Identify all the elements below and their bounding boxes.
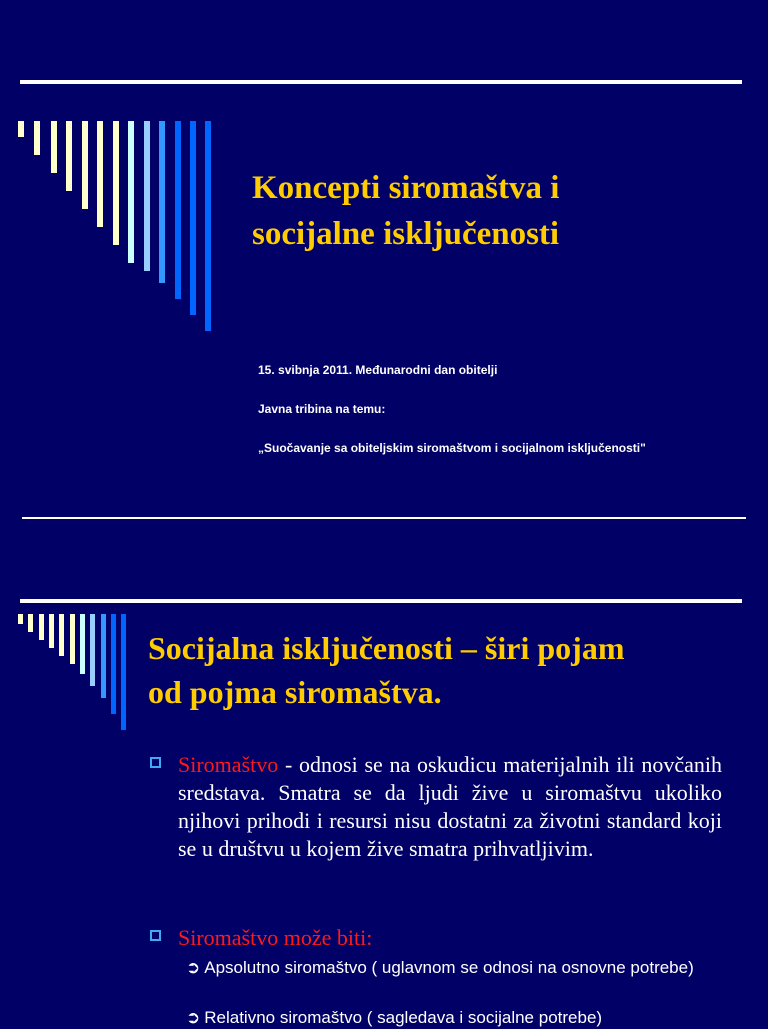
bullet-definition	[150, 751, 722, 863]
bar	[18, 121, 24, 137]
sub-bullet-absolute	[178, 957, 718, 979]
bar	[90, 614, 95, 686]
slide-title-heading	[252, 165, 732, 257]
hollow-square-bullet-icon	[150, 757, 161, 768]
bar	[59, 614, 64, 656]
title-line-2: socijalne isključenosti	[252, 216, 560, 252]
bar	[51, 121, 57, 173]
bar	[144, 121, 150, 271]
bar	[18, 614, 23, 624]
bar	[121, 614, 126, 730]
top-divider	[20, 80, 742, 84]
arrow-bullet-icon: ➲	[186, 958, 201, 977]
bar	[66, 121, 72, 191]
arrow-bullet-icon: ➲	[186, 1008, 201, 1027]
heading-line-1: Socijalna isključenosti – širi pojam	[148, 630, 625, 666]
bar	[34, 121, 40, 155]
bar	[82, 121, 88, 209]
topic-line: „Suočavanje sa obiteljskim siromaštvom i socijalnom isključenosti"	[258, 441, 646, 455]
event-line: Javna tribina na temu:	[258, 402, 386, 416]
bar	[80, 614, 85, 674]
bar	[28, 614, 33, 632]
bar	[113, 121, 119, 245]
bar	[159, 121, 165, 283]
slide-content	[0, 548, 768, 1027]
term-highlight: Siromaštvo	[178, 752, 279, 777]
slide-heading	[148, 626, 748, 714]
bar	[49, 614, 54, 648]
bar	[97, 121, 103, 227]
date-line: 15. svibnja 2011. Međunarodni dan obitelji	[258, 363, 498, 377]
bar	[101, 614, 106, 698]
bullet-text	[178, 751, 722, 863]
heading-line-2: od pojma siromaštva.	[148, 674, 442, 710]
sub-bullet-relative	[178, 1007, 718, 1029]
definition-text: - odnosi se na oskudicu materijalnih ili novčanih sredstava. Smatra se da ljudi žive u siromaštvu ukoliko njihovi prihodi i resursi nisu dostatni za životni standard koji se u društvu u kojem žive smatra prihvatljivim.	[178, 752, 722, 861]
sub-bullet-text: Apsolutno siromaštvo ( uglavnom se odnosi na osnovne potrebe)	[204, 958, 694, 977]
types-heading: Siromaštvo može biti:	[178, 925, 373, 950]
sub-bullet-text: Relativno siromaštvo ( sagledava i socijalne potrebe)	[204, 1008, 603, 1027]
bar	[39, 614, 44, 640]
top-divider	[20, 599, 742, 603]
bar	[205, 121, 211, 331]
bar	[111, 614, 116, 714]
bar	[175, 121, 181, 299]
bar	[190, 121, 196, 315]
bar	[128, 121, 134, 263]
bullet-types	[150, 924, 722, 952]
hollow-square-bullet-icon	[150, 930, 161, 941]
slide-bottom-divider	[22, 517, 746, 519]
title-line-1: Koncepti siromaštva i	[252, 170, 560, 206]
bar	[70, 614, 75, 664]
